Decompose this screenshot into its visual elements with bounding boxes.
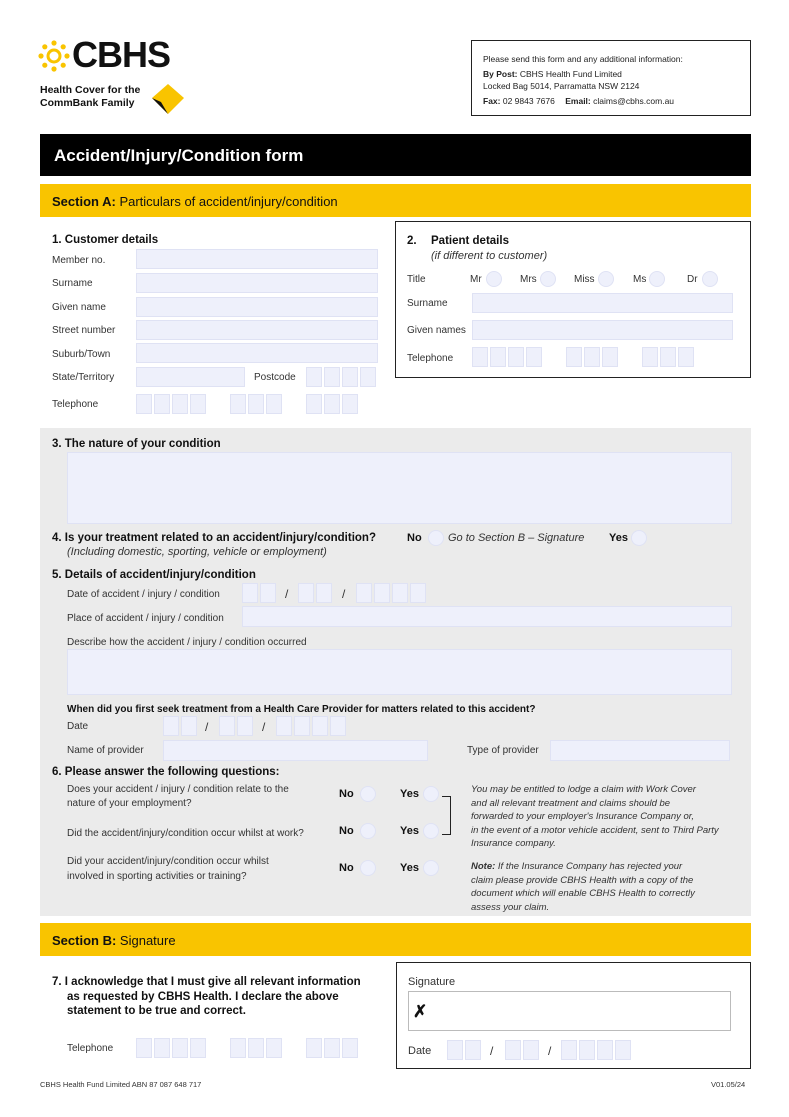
q6a-yes-label: Yes (400, 788, 419, 800)
signature-phone-digit[interactable] (230, 1038, 246, 1058)
sign-here-mark: ✗ (413, 1002, 428, 1021)
declaration-line-2: as requested by CBHS Health. I declare the above (67, 990, 339, 1003)
given-name-field[interactable] (136, 297, 378, 317)
patient-phone-digit[interactable] (642, 347, 658, 367)
signature-telephone-label: Telephone (67, 1043, 114, 1054)
workcover-info-2: and all relevant treatment and claims should be (471, 797, 671, 809)
accident-date-digit[interactable] (242, 583, 258, 603)
provider-type-label: Type of provider (467, 745, 539, 756)
q6c-no-label: No (339, 862, 354, 874)
street-number-field[interactable] (136, 320, 378, 340)
provider-name-field[interactable] (163, 740, 428, 761)
treatment-date-digit[interactable] (181, 716, 197, 736)
form-title-bar (40, 134, 751, 176)
workcover-info-4: in the event of a motor vehicle accident, sent to Third Party (471, 824, 719, 836)
patient-given-names-field[interactable] (472, 320, 733, 340)
patient-phone-digit[interactable] (508, 347, 524, 367)
q4-goto: Go to Section B – Signature (448, 532, 585, 544)
q6b-no-radio[interactable] (360, 823, 376, 839)
signature-date-digit[interactable] (597, 1040, 613, 1060)
signature-date-digit[interactable] (579, 1040, 595, 1060)
signature-phone-digit[interactable] (324, 1038, 340, 1058)
postcode-digit[interactable] (342, 367, 358, 387)
postcode-digit[interactable] (360, 367, 376, 387)
customer-phone-digit[interactable] (324, 394, 340, 414)
patient-details-box (395, 221, 751, 378)
note-label: Note: (471, 861, 496, 872)
patient-note: (if different to customer) (431, 250, 548, 262)
accident-date-digit[interactable] (356, 583, 372, 603)
patient-phone-digit[interactable] (490, 347, 506, 367)
q4-no-label: No (407, 532, 422, 544)
post-line-1: CBHS Health Fund Limited (519, 69, 622, 79)
signature-phone-digit[interactable] (306, 1038, 322, 1058)
provider-type-field[interactable] (550, 740, 730, 761)
post-line-2: Locked Bag 5014, Parramatta NSW 2124 (483, 81, 640, 91)
q6c-yes-label: Yes (400, 862, 419, 874)
fax-label: Fax: (483, 96, 501, 106)
contact-box (471, 40, 751, 116)
patient-phone-digit[interactable] (566, 347, 582, 367)
q6c-yes-radio[interactable] (423, 860, 439, 876)
patient-surname-field[interactable] (472, 293, 733, 313)
signature-date-digit[interactable] (505, 1040, 521, 1060)
signature-phone-digit[interactable] (248, 1038, 264, 1058)
section-b-label: Section B: (52, 933, 117, 948)
customer-phone-digit[interactable] (136, 394, 152, 414)
title-label: Title (407, 274, 426, 285)
q6-heading: 6. Please answer the following questions: (52, 766, 280, 778)
street-number-label: Street number (52, 325, 116, 336)
accident-date-digit[interactable] (392, 583, 408, 603)
condition-nature-field[interactable] (67, 452, 732, 524)
signature-date-digit[interactable] (523, 1040, 539, 1060)
patient-given-names-label: Given names (407, 325, 466, 336)
signature-date-label: Date (408, 1045, 432, 1057)
customer-phone-digit[interactable] (266, 394, 282, 414)
date-separator: / (262, 720, 266, 734)
accident-date-digit[interactable] (298, 583, 314, 603)
signature-phone-digit[interactable] (136, 1038, 152, 1058)
contact-post (483, 69, 622, 79)
email-label: Email: (565, 96, 591, 106)
customer-phone-digit[interactable] (342, 394, 358, 414)
signature-phone-digit[interactable] (154, 1038, 170, 1058)
title-miss-label: Miss (574, 274, 595, 285)
q6-bracket (442, 796, 451, 835)
member-no-label: Member no. (52, 255, 106, 266)
treatment-date-label: Date (67, 721, 89, 732)
q4-heading: 4. Is your treatment related to an accident/injury/condition? (52, 532, 376, 544)
accident-place-label: Place of accident / injury / condition (67, 613, 224, 624)
q6a-no-radio[interactable] (360, 786, 376, 802)
q6c-line-2: involved in sporting activities or training? (67, 871, 247, 882)
suburb-label: Suburb/Town (52, 349, 111, 360)
declaration-line-1: 7. I acknowledge that I must give all relevant information (52, 976, 361, 988)
patient-phone-digit[interactable] (472, 347, 488, 367)
signature-date-digit[interactable] (447, 1040, 463, 1060)
brand-tagline-1: Health Cover for the (40, 84, 141, 96)
signature-date-digit[interactable] (561, 1040, 577, 1060)
patient-phone-digit[interactable] (660, 347, 676, 367)
treatment-date-digit[interactable] (237, 716, 253, 736)
q4-yes-label: Yes (609, 532, 628, 544)
q6a-line-1: Does your accident / injury / condition relate to the (67, 784, 289, 795)
postcode-digit[interactable] (306, 367, 322, 387)
section-b-heading (52, 933, 176, 948)
title-dr-radio[interactable] (702, 271, 718, 287)
workcover-info (471, 783, 719, 851)
contact-intro: Please send this form and any additional information: (483, 54, 683, 64)
state-label: State/Territory (52, 372, 115, 383)
patient-telephone-label: Telephone (407, 353, 454, 364)
signature-phone-digit[interactable] (342, 1038, 358, 1058)
section-b-title: Signature (119, 933, 176, 948)
post-label: By Post: (483, 69, 518, 79)
date-separator: / (285, 587, 289, 601)
commbank-diamond-icon (150, 82, 186, 116)
q6a-no-label: No (339, 788, 354, 800)
title-mrs-radio[interactable] (540, 271, 556, 287)
customer-phone-digit[interactable] (154, 394, 170, 414)
q6b-text: Did the accident/injury/condition occur whilst at work? (67, 828, 304, 839)
section-a-bar (40, 184, 751, 217)
customer-heading: 1. Customer details (52, 234, 159, 246)
patient-heading: Patient details (431, 235, 509, 247)
email-address: claims@cbhs.com.au (593, 96, 675, 106)
customer-telephone-label: Telephone (52, 399, 99, 410)
accident-describe-field[interactable] (67, 649, 732, 695)
signature-field[interactable] (408, 991, 731, 1031)
treatment-date-digit[interactable] (330, 716, 346, 736)
title-mr-label: Mr (470, 274, 482, 285)
state-field[interactable] (136, 367, 245, 387)
section-a-heading (52, 194, 338, 209)
form-title: Accident/Injury/Condition form (54, 146, 304, 165)
title-dr-label: Dr (687, 274, 698, 285)
customer-phone-digit[interactable] (248, 394, 264, 414)
treatment-date-digit[interactable] (219, 716, 235, 736)
section-b-bar (40, 923, 751, 956)
given-name-label: Given name (52, 302, 106, 313)
postcode-digit[interactable] (324, 367, 340, 387)
section-a-title: Particulars of accident/injury/condition (119, 194, 338, 209)
brand-tagline-2: CommBank Family (40, 97, 135, 109)
member-no-field[interactable] (136, 249, 378, 269)
note-line-3: document which will enable CBHS Health to correctly (471, 888, 695, 899)
contact-fax-email (483, 96, 674, 106)
surname-field[interactable] (136, 273, 378, 293)
title-miss-radio[interactable] (598, 271, 614, 287)
patient-phone-digit[interactable] (584, 347, 600, 367)
logo (38, 34, 198, 118)
declaration-line-3: statement to be true and correct. (67, 1005, 246, 1017)
patient-number: 2. (407, 235, 417, 247)
note-line-2: claim please provide CBHS Health with a copy of the (471, 874, 694, 886)
q6c-line-1: Did your accident/injury/condition occur whilst (67, 856, 269, 867)
insurance-note (471, 860, 695, 914)
signature-date-digit[interactable] (615, 1040, 631, 1060)
surname-label: Surname (52, 278, 93, 289)
patient-surname-label: Surname (407, 298, 448, 309)
fax-number: 02 9843 7676 (502, 96, 555, 106)
customer-phone-digit[interactable] (190, 394, 206, 414)
date-separator: / (205, 720, 209, 734)
treatment-date-digit[interactable] (163, 716, 179, 736)
workcover-info-3: forwarded to your employer's Insurance Company or, (471, 811, 695, 822)
treatment-date-digit[interactable] (276, 716, 292, 736)
q6a-yes-radio[interactable] (423, 786, 439, 802)
q6c-no-radio[interactable] (360, 860, 376, 876)
accident-describe-label: Describe how the accident / injury / condition occurred (67, 637, 307, 648)
q5-heading: 5. Details of accident/injury/condition (52, 569, 256, 581)
treatment-date-digit[interactable] (294, 716, 310, 736)
customer-phone-digit[interactable] (230, 394, 246, 414)
accident-date-label: Date of accident / injury / condition (67, 589, 220, 600)
signature-box (396, 962, 751, 1069)
note-line-4: assess your claim. (471, 901, 550, 913)
suburb-field[interactable] (136, 343, 378, 363)
patient-phone-digit[interactable] (678, 347, 694, 367)
section-a-label: Section A: (52, 194, 116, 209)
q6b-yes-label: Yes (400, 825, 419, 837)
postcode-label: Postcode (254, 372, 296, 383)
footer-company: CBHS Health Fund Limited ABN 87 087 648 717 (40, 1080, 202, 1089)
accident-place-field[interactable] (242, 606, 732, 627)
q4-no-radio[interactable] (428, 530, 444, 546)
signature-phone-digit[interactable] (172, 1038, 188, 1058)
signature-date-digit[interactable] (465, 1040, 481, 1060)
patient-phone-digit[interactable] (602, 347, 618, 367)
brand-name: CBHS (72, 34, 171, 75)
title-mr-radio[interactable] (486, 271, 502, 287)
patient-phone-digit[interactable] (526, 347, 542, 367)
q3-heading: 3. The nature of your condition (52, 438, 221, 450)
signature-label: Signature (408, 976, 456, 988)
date-separator: / (548, 1044, 552, 1058)
date-separator: / (490, 1044, 494, 1058)
note-line-1: If the Insurance Company has rejected your (497, 861, 683, 872)
signature-phone-digit[interactable] (190, 1038, 206, 1058)
title-ms-label: Ms (633, 274, 647, 285)
sun-icon (38, 40, 70, 72)
workcover-info-5: Insurance company. (471, 838, 556, 849)
q6a-line-2: nature of your employment? (67, 798, 192, 809)
treatment-date-digit[interactable] (312, 716, 328, 736)
accident-date-digit[interactable] (316, 583, 332, 603)
customer-phone-digit[interactable] (172, 394, 188, 414)
customer-phone-digit[interactable] (306, 394, 322, 414)
footer-version: V01.05/24 (711, 1080, 746, 1089)
first-seek-heading: When did you first seek treatment from a Health Care Provider for matters related to this accident? (67, 704, 536, 715)
q6b-no-label: No (339, 825, 354, 837)
workcover-info-1: You may be entitled to lodge a claim with Work Cover (471, 784, 696, 795)
accident-date-digit[interactable] (374, 583, 390, 603)
signature-phone-digit[interactable] (266, 1038, 282, 1058)
provider-name-label: Name of provider (67, 745, 144, 756)
accident-date-digit[interactable] (260, 583, 276, 603)
q4-yes-radio[interactable] (631, 530, 647, 546)
accident-date-digit[interactable] (410, 583, 426, 603)
q6b-yes-radio[interactable] (423, 823, 439, 839)
date-separator: / (342, 587, 346, 601)
title-ms-radio[interactable] (649, 271, 665, 287)
declaration (52, 975, 361, 1019)
q4-note: (Including domestic, sporting, vehicle or employment) (67, 546, 327, 558)
title-mrs-label: Mrs (520, 274, 537, 285)
